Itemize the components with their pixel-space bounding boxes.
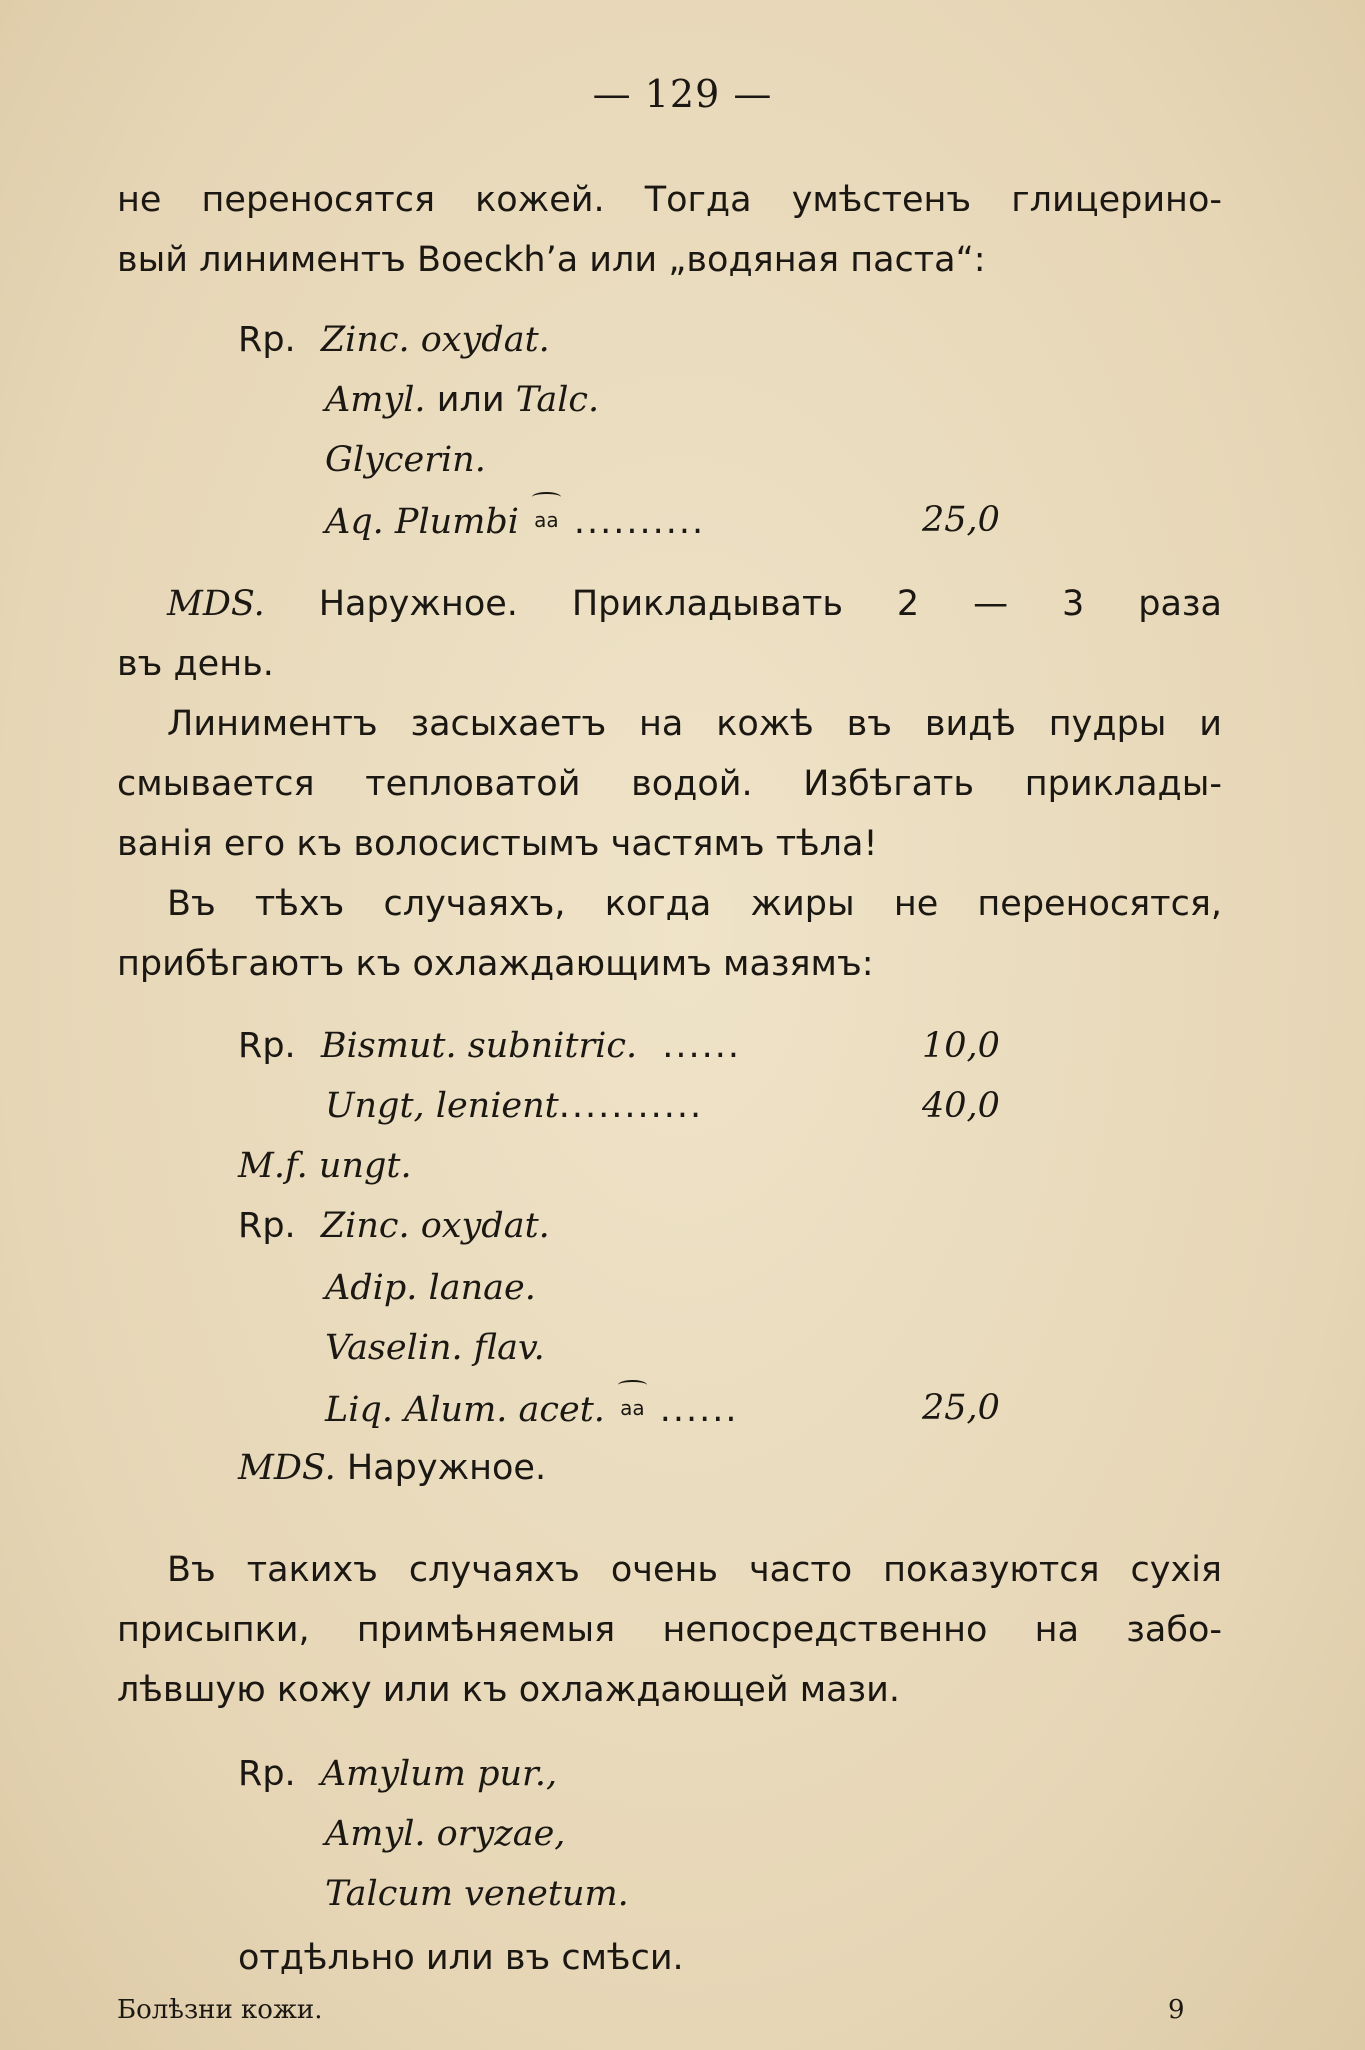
- prescription-line: [325, 498, 705, 544]
- mds-label: MDS.: [167, 584, 265, 624]
- leader-dots: ......: [662, 1026, 742, 1066]
- ana-symbol: aa: [616, 1386, 649, 1430]
- amount: 25,0: [922, 500, 1000, 540]
- rp-label: Rp.: [238, 1026, 296, 1066]
- paragraph-line: прибѣгаютъ къ охлаждающимъ мазямъ:: [117, 944, 874, 984]
- conjunction: или: [436, 380, 505, 420]
- ingredient: Zinc. oxydat.: [320, 1206, 550, 1246]
- paragraph-line: вый линиментъ Boeckh’a или „водяная паста“:: [117, 240, 986, 280]
- ingredient: Ungt, lenient: [325, 1086, 559, 1126]
- prescription-line: [238, 1752, 557, 1796]
- paragraph-line: Въ тѣхъ случаяхъ, когда жиры не переносятся,: [167, 884, 1222, 924]
- prescription-line: [238, 1204, 550, 1248]
- rp-label: Rp.: [238, 1754, 296, 1794]
- prescription-line: [325, 1084, 703, 1128]
- leader-dots: ..........: [573, 502, 706, 542]
- paragraph-line: лѣвшую кожу или къ охлаждающей мази.: [117, 1670, 901, 1710]
- prescription-line: [167, 582, 1222, 626]
- paragraph-line: Линиментъ засыхаетъ на кожѣ въ видѣ пудры и: [167, 704, 1222, 744]
- footer-title: Болѣзни кожи.: [117, 1995, 323, 2025]
- paragraph-line: въ день.: [117, 644, 274, 684]
- prescription-note: отдѣльно или въ смѣси.: [238, 1938, 684, 1978]
- ingredient: Amyl.: [325, 380, 426, 420]
- mds-text: Наружное. Прикладывать 2 — 3 раза: [318, 584, 1222, 624]
- amount: 10,0: [922, 1026, 1000, 1066]
- paragraph-line: ванія его къ волосистымъ частямъ тѣла!: [117, 824, 878, 864]
- prescription-line: [325, 1386, 738, 1432]
- ingredient: Bismut. subnitric.: [320, 1026, 638, 1066]
- paragraph-line: не переносятся кожей. Тогда умѣстенъ глицерино-: [117, 180, 1222, 220]
- prescription-line: [238, 1446, 546, 1490]
- paragraph-line: Въ такихъ случаяхъ очень часто показуются сухія: [167, 1550, 1222, 1590]
- ingredient: Glycerin.: [325, 440, 486, 480]
- mds-text: Наружное.: [346, 1448, 547, 1488]
- ingredient: Zinc. oxydat.: [320, 320, 550, 360]
- ingredient: Aq. Plumbi: [325, 502, 520, 542]
- mf-label: M.f. ungt.: [238, 1146, 412, 1186]
- paragraph-line: присыпки, примѣняемыя непосредственно на забо-: [117, 1610, 1222, 1650]
- prescription-line: [238, 1024, 741, 1068]
- mds-label: MDS.: [238, 1448, 336, 1488]
- amount: 40,0: [922, 1086, 1000, 1126]
- rp-label: Rp.: [238, 1206, 296, 1246]
- page-number: — 129 —: [592, 72, 773, 116]
- ingredient: Talcum venetum.: [325, 1874, 629, 1914]
- ingredient: Liq. Alum. acet.: [325, 1390, 605, 1430]
- ingredient: Amyl. oryzae,: [325, 1814, 566, 1854]
- leader-dots: ...........: [558, 1086, 704, 1126]
- prescription-line: [325, 378, 599, 422]
- rp-label: Rp.: [238, 320, 296, 360]
- ana-symbol: aa: [530, 498, 563, 542]
- ingredient: Vaselin. flav.: [325, 1328, 545, 1368]
- paragraph-line: смывается тепловатой водой. Избѣгать приклады-: [117, 764, 1222, 804]
- leader-dots: ......: [659, 1390, 739, 1430]
- prescription-line: [238, 318, 550, 362]
- signature-mark: 9: [1168, 1995, 1185, 2025]
- ingredient: Talc.: [515, 380, 600, 420]
- amount: 25,0: [922, 1388, 1000, 1428]
- ingredient: Amylum pur.,: [320, 1754, 558, 1794]
- ingredient: Adip. lanae.: [325, 1268, 536, 1308]
